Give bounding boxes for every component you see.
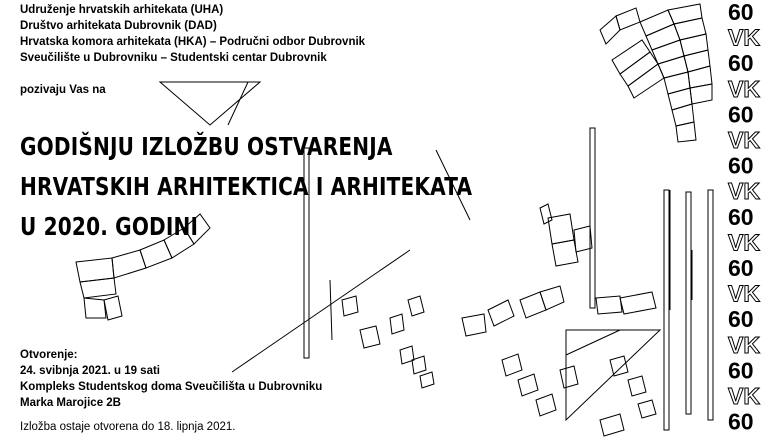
closing-note: Izložba ostaje otvorena do 18. lipnja 2021. <box>20 421 236 433</box>
logo-letters-vk: VK <box>728 280 760 307</box>
logo-number-60: 60 <box>728 408 754 435</box>
opening-label: Otvorenje: <box>20 349 78 361</box>
logo-letters-vk: VK <box>728 127 760 153</box>
logo-number-60: 60 <box>728 50 754 77</box>
logo-letters-vk: VK <box>728 24 760 51</box>
block-cluster <box>342 204 656 436</box>
title-line-3: U 2020. GODINI <box>20 212 199 241</box>
invite-text: pozivaju Vas na <box>20 84 106 96</box>
title-line-1: GODIŠNJU IZLOŽBU OSTVARENJA <box>20 132 393 161</box>
opening-address: Marka Marojice 2B <box>20 397 121 409</box>
logo-letters-vk: VK <box>728 229 760 256</box>
organizer-hka: Hrvatska komora arhitekata (HKA) – Područni odbor Dubrovnik <box>20 36 366 48</box>
logo-number-60: 60 <box>728 306 754 333</box>
logo-number-60: 60 <box>728 0 754 25</box>
logo-letters-vk: VK <box>728 331 760 358</box>
logo-number-60: 60 <box>728 152 754 179</box>
fan-shape-top <box>600 4 712 142</box>
triangle-bottom <box>566 330 660 420</box>
logo-letters-vk: VK <box>728 383 760 409</box>
logo-letters-vk: VK <box>728 75 760 102</box>
organizer-university: Sveučilište u Dubrovniku – Studentski centar Dubrovnik <box>20 52 327 64</box>
logo-number-60: 60 <box>728 357 754 384</box>
logo-number-60: 60 <box>728 255 754 281</box>
logo-letters-vk: VK <box>728 178 760 205</box>
organizer-dad: Društvo arhitekata Dubrovnik (DAD) <box>20 20 217 32</box>
opening-datetime: 24. svibnja 2021. u 19 sati <box>20 365 160 377</box>
logo-number-60: 60 <box>728 101 754 128</box>
title-line-2: HRVATSKIH ARHITEKTICA I ARHITEKATA <box>20 172 473 201</box>
logo-number-60: 60 <box>728 203 754 230</box>
organizer-uha: Udruženje hrvatskih arhitekata (UHA) <box>20 4 224 16</box>
opening-venue: Kompleks Studentskog doma Sveučilišta u Dubrovniku <box>20 381 323 393</box>
logo-60-vk <box>724 0 768 445</box>
